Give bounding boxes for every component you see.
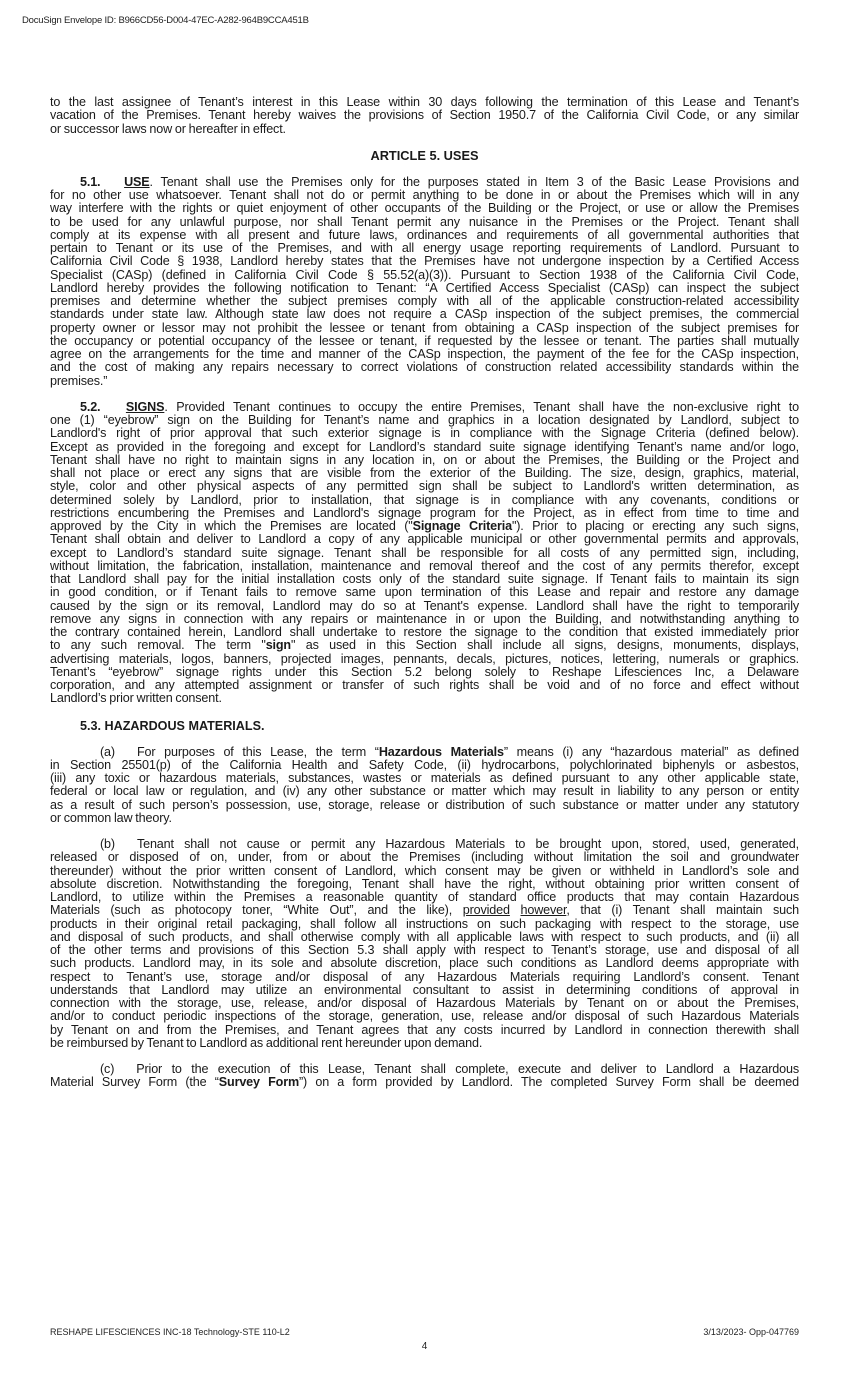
text-line: respect to Tenant’s use, storage and/or disposal of any Hazardous Materials requiring Landlord’s consent. Tenant <box>50 969 799 984</box>
section-title: USE <box>124 174 150 189</box>
text-line: Tenant’s “eyebrow” signage rights under this Section 5.2 belong solely to Reshape Lifesciences Inc, a Delaware <box>50 664 799 679</box>
text-span: to any such removal. The term " <box>50 638 266 653</box>
text-line: in good condition, or if Tenant fails to remove same upon termination of this Lease and repair and restore any damage <box>50 585 799 600</box>
text-span: "). Prior to placing or erecting any such signs, <box>511 519 800 533</box>
section-5-1-use <box>50 176 799 388</box>
text-span: " as used in this Section shall include all signs, designs, monuments, displays, <box>290 638 799 653</box>
text-span: . Provided Tenant continues to occupy the entire Premises, Tenant shall have the non-exclusive right to <box>164 399 800 414</box>
clause-label: (c) <box>100 1062 115 1076</box>
section-number: 5.1. <box>80 174 101 189</box>
text-line: Except as provided in the foregoing and except for Landlord’s standard suite signage identifying Tenant’s name and/or logo, <box>50 439 799 454</box>
docusign-envelope-id: DocuSign Envelope ID: B966CD56-D004-47EC-A282-964B9CCA451B <box>22 15 309 26</box>
footer-document-id: RESHAPE LIFESCIENCES INC-18 Technology-STE 110-L2 <box>50 1327 290 1337</box>
text-line: way interfere with the rights or quiet enjoyment of other occupants of the Building or the Project, or use or allow the Premises <box>50 201 799 216</box>
text-line: pertain to Tenant or its use of the Premises, and with all energy usage reporting requirements of Landlord. Pursuant to <box>50 241 799 255</box>
text-line: or successor laws now or hereafter in effect. <box>50 121 286 136</box>
text-line: the occupancy or potential occupancy of the lessee or tenant, if requested by the lessee or tenant. The parties shall mutually <box>50 333 799 348</box>
text-line: caused by the sign or its removal, Landlord may do so at Tenant's expense. Landlord shall have the right to temporarily <box>50 598 799 613</box>
text-line: (iii) any toxic or hazardous materials, substances, wastes or materials as defined pursuant to any other applicable state, <box>50 771 799 785</box>
document-page <box>50 96 799 1090</box>
text-line: released or disposed of on, under, from or about the Premises (including without limitation the soil and groundwater <box>50 850 799 865</box>
text-line: Specialist (CASp) (defined in California Civil Code § 55.52(a)(3)). Pursuant to Section 1938 of the California Civil Code, <box>50 267 799 282</box>
text-line: to be used for any unlawful purpose, nor shall Tenant permit any nuisance in the Premises or the Project. Tenant shall <box>50 214 799 229</box>
text-line: thereunder) without the prior written consent of Landlord, which consent may be given or withheld in Landlord’s sole and <box>50 863 799 878</box>
text-line: such products. Landlord may, in its sole and absolute discretion, place such conditions as Landlord deems appropriate with <box>50 956 799 971</box>
text-line: or common law theory. <box>50 810 172 825</box>
text-line: California Civil Code § 1938, Landlord hereby states that the Premises have not undergone inspection by a Certified Access <box>50 254 799 269</box>
underlined-term: provided <box>462 903 510 918</box>
text-line: by Tenant on and from the Premises, and Tenant agrees that any costs incurred by Landlord in connection therewith shall <box>50 1022 799 1037</box>
text-line: Landlord’s prior written consent. <box>50 691 222 706</box>
text-line: Landlord's right of prior approval that such exterior signage is in compliance with the Signage Criteria (defined below). <box>50 426 799 441</box>
text-line: Tenant shall obtain and deliver to Landlord a copy of any applicable municipal or other governmental permits and approvals, <box>50 532 799 547</box>
text-span: Material Survey Form (the “ <box>50 1075 219 1090</box>
section-title: SIGNS <box>125 399 165 414</box>
text-line: without limitation, the fabrication, installation, maintenance and removal thereof and the cost of any permits therefor, except <box>50 558 799 573</box>
text-span: ” means (i) any “hazardous material” as defined <box>503 744 799 759</box>
text-span: For purposes of this Lease, the term “ <box>136 744 379 759</box>
defined-term: Survey Form <box>218 1075 300 1090</box>
text-line: one (1) “eyebrow” sign on the Building for Tenant’s name and graphics in a location designated by Landlord, subject to <box>50 413 799 427</box>
text-line: understands that Landlord may utilize an environmental consultant to assist in determining conditions of approval in <box>50 982 799 997</box>
carryover-paragraph <box>50 96 799 136</box>
clause-label: (a) <box>100 744 115 759</box>
text-span: ”) on a form provided by Landlord. The completed Survey Form shall be deemed <box>299 1075 799 1090</box>
text-line: be reimbursed by Tenant to Landlord as additional rent hereunder upon demand. <box>50 1035 483 1050</box>
section-5-3-c <box>50 1063 799 1090</box>
clause-label: (b) <box>100 837 115 851</box>
article-heading: ARTICLE 5. USES <box>370 147 479 163</box>
text-line: determined solely by Landlord, prior to installation, that signage is in compliance with any covenants, conditions or <box>50 492 799 507</box>
underlined-term: however <box>520 903 567 918</box>
text-line: in Section 25501(p) of the California Health and Safety Code, (ii) hydrocarbons, polychlorinated biphenyls or asbestos, <box>50 757 799 772</box>
section-5-3-b <box>50 838 799 1050</box>
text-span: Tenant shall not cause or permit any Hazardous Materials to be brought upon, stored, used, generated, <box>136 837 799 851</box>
defined-term: Hazardous Materials <box>378 744 504 759</box>
text-line: and/or to conduct periodic inspections of the storage, generation, use, release and/or disposal of such Hazardous Materials <box>50 1009 799 1024</box>
text-line: Landlord, to utilize within the Premises a reasonable quantity of standard office products that may contain Hazardous <box>50 890 799 904</box>
text-line: for no other use whatsoever. Tenant shall not do or permit anything to be done in or about the Premises which will in any <box>50 188 799 202</box>
section-5-2-signs <box>50 401 799 706</box>
text-line: products in their original retail packaging, shall follow all instructions on such packaging with respect to the storage, use <box>50 916 799 931</box>
text-span: , that (i) Tenant shall maintain such <box>566 903 800 918</box>
text-line: the contrary contained herein, Landlord shall undertake to restore the signage to the condition that existed immediately prior <box>50 625 799 639</box>
text-line: premises.” <box>50 373 108 388</box>
text-span: . Tenant shall use the Premises only for the purposes stated in Item 3 of the Basic Lease Provisions and <box>149 174 800 189</box>
text-line: federal or local law or regulation, and (iv) any other substance or matter which may result in liability to any person or entity <box>50 784 799 799</box>
section-5-3-a <box>50 746 799 826</box>
page-number: 4 <box>421 1341 428 1352</box>
text-span: Prior to the execution of this Lease, Tenant shall complete, execute and deliver to Landlord a Hazardous <box>136 1062 799 1076</box>
text-line: as a result of such person’s possession, use, storage, release or distribution of such substance or matter under any statutory <box>50 797 799 812</box>
text-line: except to Landlord’s standard suite signage. Tenant shall be responsible for all costs of any permitted sign, including, <box>50 545 799 560</box>
text-span: Materials (such as photocopy toner, “White Out”, and the like), <box>50 903 463 918</box>
text-line: agree on the arrangements for the time and manner of the CASp inspection, the payment of the fee for the CASp inspection, <box>50 347 799 361</box>
text-line: of the other terms and provisions of this Section 5.3 shall apply with respect to Tenant’s storage, use and disposal of all <box>50 943 799 957</box>
text-line: and the cost of making any repairs necessary to correct violations of construction related accessibility standards within the <box>50 360 799 375</box>
text-line: that Landlord shall pay for the initial installation costs only of the standard suite signage. If Tenant fails to maintain its sign <box>50 572 799 586</box>
text-span: approved by the City in which the Premises are located (" <box>50 519 413 533</box>
text-line: Tenant shall have no right to maintain signs in any location in, on or about the Premises, the Building or the Project and <box>50 452 799 467</box>
section-number: 5.2. <box>80 399 101 414</box>
text-line: remove any signs in connection with any repairs or maintenance in or upon the Building, and notwithstanding anything to <box>50 611 799 626</box>
text-line: standards under state law. Although state law does not require a CASp inspection of the subject premises, the commercial <box>50 307 799 322</box>
text-line: absolute discretion. Notwithstanding the foregoing, Tenant shall have the right, without obtaining prior written consent of <box>50 876 799 891</box>
text-line: connection with the storage, use, release, and/or disposal of Hazardous Materials by Tenant on or about the Premises, <box>50 996 799 1010</box>
text-line: advertising materials, logos, banners, projected images, pennants, decals, pictures, notices, lettering, numerals or graphics. <box>50 651 799 666</box>
text-line: restrictions encumbering the Premises and Landlord's signage program for the Project, as in effect from time to time and <box>50 505 799 520</box>
text-line: style, color and other physical aspects of any permitted sign shall be subject to Landlord's written determination, as <box>50 479 799 494</box>
text-line: Landlord hereby provides the following notification to Tenant: “A Certified Access Specialist (CASp) can inspect the subject <box>50 280 799 295</box>
text-line: comply at its expense with all present and future laws, ordinances and requirements of all governmental authorities that <box>50 227 799 242</box>
footer-date-opp: 3/13/2023- Opp-047769 <box>703 1327 799 1337</box>
section-5-3-heading: 5.3. HAZARDOUS MATERIALS. <box>80 718 265 733</box>
defined-term: Signage Criteria <box>412 519 512 533</box>
text-line: to the last assignee of Tenant’s interest in this Lease within 30 days following the termination of this Lease and Tenant’s <box>50 95 799 109</box>
text-line: premises and determine whether the subject premises comply with all of the applicable construction-related accessibility <box>50 294 799 308</box>
defined-term: sign <box>265 638 291 653</box>
text-line: and disposal of such products, and shall otherwise comply with all applicable laws with respect to such products, and (ii) all <box>50 929 799 944</box>
text-line: property owner or lessor may not prohibit the lessee or tenant from obtaining a CASp inspection of the subject premises for <box>50 320 799 335</box>
text-line: vacation of the Premises. Tenant hereby waives the provisions of Section 1950.7 of the California Civil Code, or any similar <box>50 108 799 123</box>
text-line: corporation, and any attempted assignment or transfer of such rights shall be void and of no force and effect without <box>50 678 799 692</box>
text-line: shall not place or erect any signs that are visible from the exterior of the Building. The size, design, graphics, material, <box>50 466 799 480</box>
